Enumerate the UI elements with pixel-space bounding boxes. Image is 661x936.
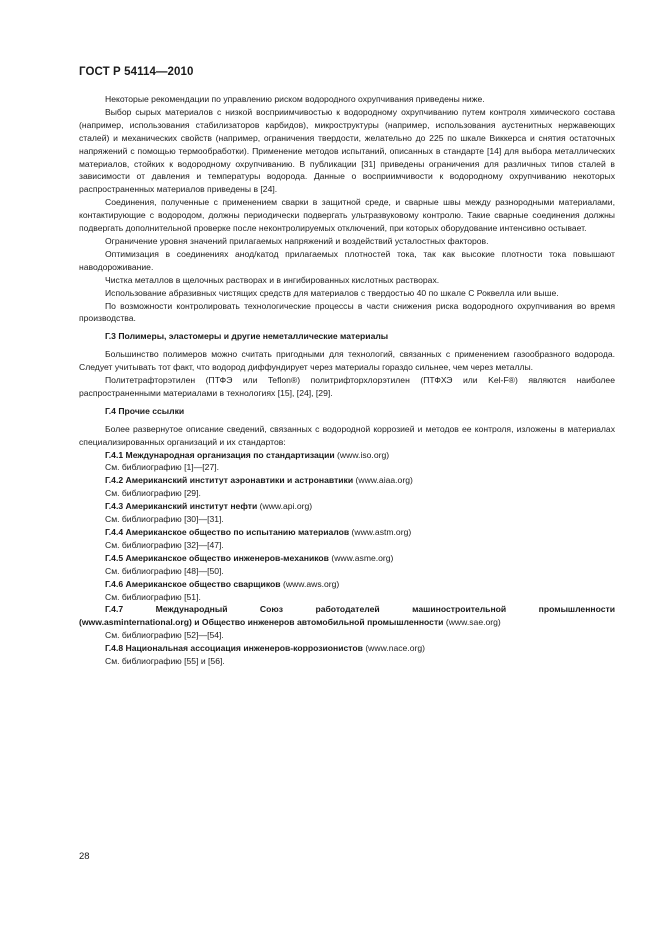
reference-org: Американский институт нефти — [125, 501, 258, 512]
reference-number: Г.4.5 — [105, 552, 124, 563]
reference-item — [79, 500, 615, 513]
paragraph: Более развернутое описание сведений, связанных с водородной коррозией и методов ее контроля, изложены в материалах специализированных организаций и их стандартов: — [79, 423, 615, 447]
reference-org: Американское общество по испытанию материалов — [125, 527, 350, 537]
reference-biblio: См. библиографию [29]. — [105, 488, 201, 499]
paragraph: Использование абразивных чистящих средств для материалов с твердостью 40 по шкале С Роквелла или выше. — [105, 287, 559, 298]
reference-url: (www.aiaa.org) — [355, 475, 413, 486]
document-body — [79, 93, 615, 668]
document-header: ГОСТ Р 54114—2010 — [79, 66, 194, 78]
reference-biblio: См. библиографию [51]. — [105, 591, 201, 602]
reference-org: Национальная ассоциация инженеров-коррозионистов — [125, 643, 363, 654]
reference-item-line1 — [79, 603, 615, 616]
paragraph: Большинство полимеров можно считать пригодными для технологий, связанных с применением газообразного водорода. Следует учитывать тот факт, что водород диффундирует через материалы гораздо сильнее, чем через металлы. — [79, 349, 615, 373]
paragraph: Чистка металлов в щелочных растворах и в ингибированных кислотных растворах. — [105, 274, 440, 285]
reference-item — [79, 526, 615, 539]
paragraph: Выбор сырых материалов с низкой восприимчивостью к водородному охрупчиванию путем контроля химического состава (например, использования стабилизаторов карбидов), микроструктуры (например, использования аустенитных нержавеющих сталей) и механических свойств (например, ограничения твердости, желательно до 225 по шкале Виккерса и снятия остаточных напряжений с помощью термообработки). Применение методов испытаний, описанных в стандарте [14] для выбора металлических материалов, стойких к водородному охрупчиванию. В публикации [31] приведены ограничения для различных типов сталей в зависимости от давления и температуры водорода. Данные о восприимчивости к водородному охрупчиванию некоторых распространенных материалов приведены в [24]. — [79, 106, 615, 195]
reference-biblio: См. библиографию [52]—[54]. — [105, 630, 224, 641]
reference-biblio: См. библиографию [48]—[50]. — [105, 565, 224, 576]
reference-number: Г.4.4 — [105, 527, 124, 537]
reference-url: (www.api.org) — [259, 501, 313, 512]
page-number: 28 — [79, 851, 90, 862]
reference-number: Г.4.8 — [105, 643, 124, 654]
paragraph: Политетрафторэтилен (ПТФЭ или Teflon®) политрифторхлорэтилен (ПТФХЭ или Kel-F®) являются наиболее распространенными материалами в технологиях [15], [24], [29]. — [79, 375, 615, 398]
reference-number: Г.4.3 — [105, 501, 124, 512]
reference-biblio: См. библиографию [55] и [56]. — [105, 656, 225, 667]
section-heading-g3: Г.3 Полимеры, эластомеры и другие неметаллические материалы — [105, 331, 389, 342]
reference-org: Американское общество сварщиков — [125, 578, 281, 589]
paragraph: Некоторые рекомендации по управлению риском водородного охрупчивания приведены ниже. — [105, 94, 485, 104]
reference-item — [79, 449, 615, 462]
reference-org: (www.asminternational.org) и Общество инженеров автомобильной промышленности — [79, 617, 444, 628]
paragraph: По возможности контролировать технологические процессы в части снижения риска водородного охрупчивания во время производства. — [79, 300, 615, 324]
reference-item — [79, 552, 615, 565]
reference-org: Американское общество инженеров-механиков — [125, 552, 329, 563]
reference-org: Международная организация по стандартизации — [125, 449, 335, 460]
reference-url: (www.asme.org) — [331, 552, 394, 563]
reference-item-line2 — [79, 616, 615, 629]
reference-url: (www.nace.org) — [365, 643, 426, 654]
reference-biblio: См. библиографию [32]—[47]. — [105, 539, 224, 550]
paragraph: Соединения, полученные с применением сварки в защитной среде, и сварные швы между разнородными материалами, контактирующие с водородом, должны периодически подвергать ультразвуковому контролю. Такие сварные соединения должны подвергать дополнительной проверке после неконтролируемых отключений, при которых оборудование интенсивно остывает. — [79, 197, 615, 234]
reference-org: Американский институт аэронавтики и астронавтики — [125, 475, 354, 486]
reference-biblio: См. библиографию [1]—[27]. — [105, 462, 220, 473]
paragraph: Оптимизация в соединениях анод/катод прилагаемых плотностей тока, так как высокие плотности тока повышают наводороживание. — [79, 248, 615, 272]
reference-url: (www.aws.org) — [282, 578, 340, 589]
reference-org: Г.4.7 Международный Союз работодателей машиностроительной промышленности — [105, 604, 615, 615]
paragraph: Ограничение уровня значений прилагаемых напряжений и воздействий усталостных факторов. — [105, 235, 489, 246]
reference-number: Г.4.6 — [105, 578, 124, 589]
reference-biblio: См. библиографию [30]—[31]. — [105, 514, 224, 525]
reference-list — [79, 449, 615, 668]
reference-item — [79, 578, 615, 591]
reference-url: (www.iso.org) — [337, 449, 390, 460]
reference-item — [79, 474, 615, 487]
reference-number: Г.4.1 — [105, 449, 124, 460]
reference-number: Г.4.2 — [105, 475, 124, 486]
reference-item — [79, 642, 615, 655]
reference-url: (www.astm.org) — [351, 527, 412, 537]
reference-url: (www.sae.org) — [445, 617, 501, 628]
section-heading-g4: Г.4 Прочие ссылки — [105, 405, 185, 416]
